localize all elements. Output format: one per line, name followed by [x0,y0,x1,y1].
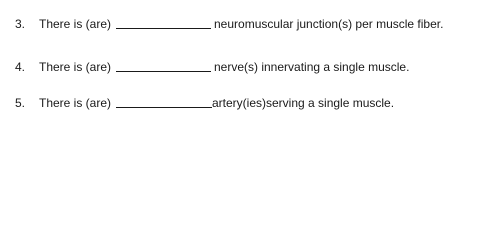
answer-blank[interactable] [116,107,212,108]
question-number: 5. [15,96,26,110]
question-stem: There is (are) [39,60,112,74]
question-stem: There is (are) [39,17,112,31]
question-number: 4. [15,60,26,74]
question-4 [0,59,504,75]
answer-blank[interactable] [116,28,211,29]
question-stem: There is (are) [39,96,112,110]
question-text: artery(ies)serving a single muscle. [212,96,395,110]
answer-blank[interactable] [116,71,211,72]
question-text: neuromuscular junction(s) per muscle fiber. [214,17,444,31]
question-text: nerve(s) innervating a single muscle. [214,60,410,74]
question-5 [0,95,504,111]
question-3 [0,16,504,32]
question-number: 3. [15,17,26,31]
